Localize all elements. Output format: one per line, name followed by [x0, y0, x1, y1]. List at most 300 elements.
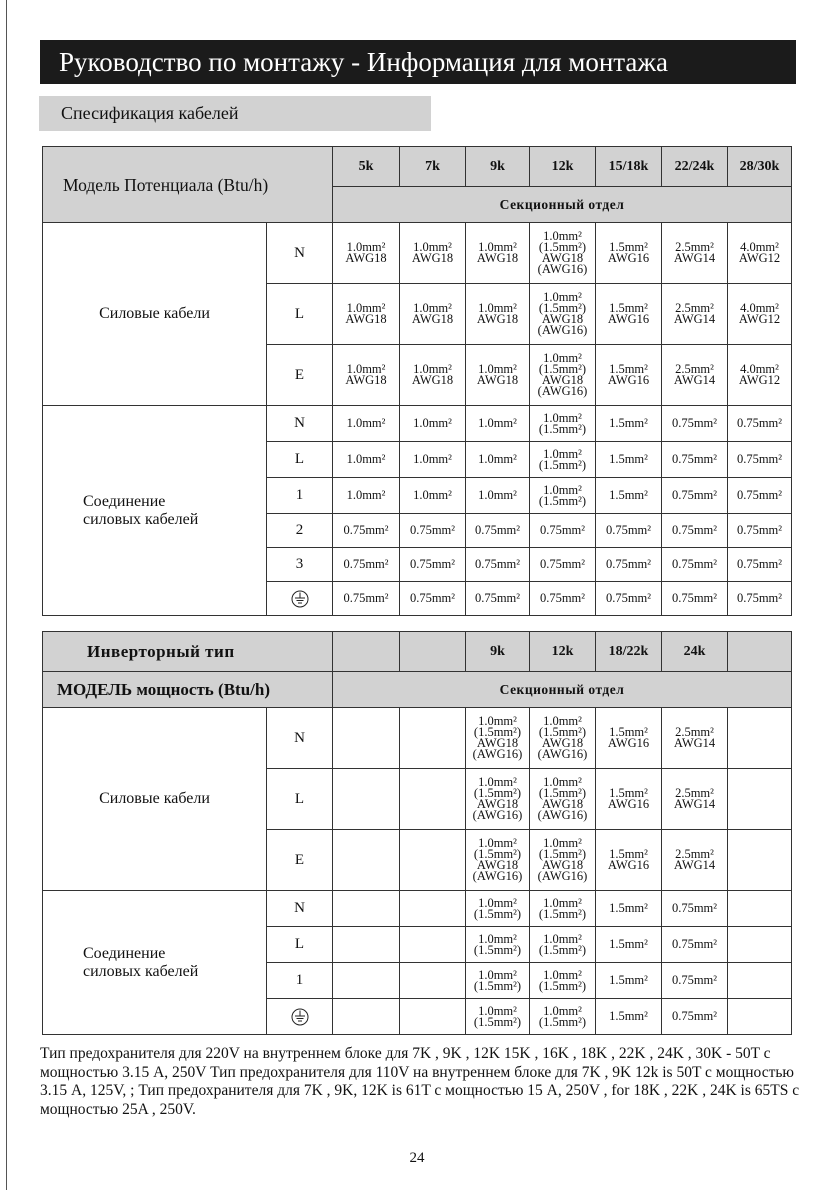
cable-spec-value: (AWG16): [537, 808, 588, 822]
cable-spec-value: 1.0mm²: [543, 931, 582, 946]
cable-spec-cell: [466, 891, 530, 927]
model-col-header: [400, 632, 466, 672]
cable-spec-value: 1.0mm²: [543, 775, 582, 789]
cable-spec-cell: [596, 891, 662, 927]
cable-spec-value: 1.5mm²: [609, 973, 648, 987]
cable-spec-value: 0.75mm²: [539, 523, 586, 537]
model-header-cell: [43, 147, 333, 223]
cable-spec-value: 1.0mm²: [543, 229, 582, 243]
cable-spec-value: AWG18: [411, 251, 454, 265]
group-label: силовых кабелей: [83, 962, 199, 980]
wire-label: L: [267, 769, 333, 830]
cable-spec-cell: [333, 478, 400, 514]
cable-spec-value: AWG18: [411, 312, 454, 326]
cable-spec-value: (1.5mm²): [538, 240, 587, 254]
cable-spec-value: (AWG16): [537, 262, 588, 276]
cable-spec-cell: [662, 582, 728, 616]
cable-spec-cell: [400, 478, 466, 514]
cable-spec-cell: [596, 442, 662, 478]
cable-spec-value: (AWG16): [472, 808, 523, 822]
cable-spec-value: 0.75mm²: [539, 591, 586, 605]
cable-spec-value: 2.5mm²: [675, 240, 714, 254]
cable-spec-value: (1.5mm²): [473, 786, 522, 800]
cable-spec-value: AWG16: [607, 251, 650, 265]
model-power-rest: мощность (Btu/h): [132, 680, 270, 699]
cable-spec-value: 0.75mm²: [736, 488, 783, 502]
cable-spec-value: 4.0mm²: [740, 301, 779, 315]
cable-spec-value: 0.75mm²: [736, 523, 783, 537]
cable-spec-value: AWG14: [673, 251, 716, 265]
cable-spec-value: AWG18: [476, 858, 519, 872]
cable-spec-value: 0.75mm²: [671, 901, 718, 915]
inverter-type-label: Инверторный тип: [87, 642, 235, 661]
cable-spec-cell: [728, 769, 792, 830]
cable-spec-value: (1.5mm²): [538, 301, 587, 315]
cable-spec-cell: [728, 442, 792, 478]
cable-spec-value: (1.5mm²): [473, 847, 522, 861]
page-number: 24: [409, 1150, 425, 1166]
cable-spec-value: 4.0mm²: [740, 362, 779, 376]
cable-spec-cell: [466, 963, 530, 999]
cable-spec-cell: [530, 582, 596, 616]
cable-spec-cell: [596, 769, 662, 830]
cable-spec-value: AWG14: [673, 858, 716, 872]
cable-spec-cell: [530, 999, 596, 1035]
cable-spec-value: 0.75mm²: [605, 591, 652, 605]
cable-spec-value: (AWG16): [472, 869, 523, 883]
cable-spec-value: 1.0mm²: [478, 967, 517, 982]
cable-spec-cell: [596, 999, 662, 1035]
cable-spec-value: 2.5mm²: [675, 301, 714, 315]
cable-spec-value: 1.0mm²: [413, 416, 452, 430]
cable-spec-value: 1.5mm²: [609, 362, 648, 376]
cable-spec-cell: [728, 927, 792, 963]
cable-spec-cell: [662, 478, 728, 514]
wire-label: E: [267, 830, 333, 891]
cable-spec-value: 1.0mm²: [346, 301, 386, 315]
cable-spec-cell: [530, 406, 596, 442]
cable-spec-cell: [466, 927, 530, 963]
cable-spec-cell: [530, 478, 596, 514]
model-col-header: 9k: [466, 147, 530, 187]
cable-spec-value: 1.0mm²: [346, 362, 386, 376]
cable-spec-value: 1.0mm²: [543, 446, 582, 461]
cable-spec-value: (1.5mm²): [473, 978, 522, 993]
cable-spec-cell: [662, 406, 728, 442]
cable-spec-cell: [530, 223, 596, 284]
cable-spec-cell: [400, 999, 466, 1035]
cable-spec-cell: [596, 548, 662, 582]
cable-spec-cell: [662, 548, 728, 582]
ground-icon: [267, 582, 333, 616]
cable-spec-cell: [466, 284, 530, 345]
cable-spec-value: 0.75mm²: [671, 973, 718, 987]
cable-spec-cell: [400, 708, 466, 769]
cable-spec-cell: [333, 999, 400, 1035]
cable-spec-cell: [400, 927, 466, 963]
cable-spec-cell: [333, 830, 400, 891]
cable-spec-value: 1.5mm²: [609, 725, 648, 739]
cable-spec-value: 0.75mm²: [671, 488, 718, 502]
cable-spec-cell: [728, 223, 792, 284]
cable-spec-value: AWG18: [541, 251, 584, 265]
cable-spec-cell: [728, 891, 792, 927]
cable-spec-value: 1.5mm²: [609, 452, 648, 466]
group-label-cell: [43, 891, 267, 1035]
cable-spec-cell: [400, 406, 466, 442]
model-col-header: 7k: [400, 147, 466, 187]
cable-spec-value: (1.5mm²): [538, 847, 587, 861]
cable-spec-cell: [662, 891, 728, 927]
cable-spec-cell: [333, 927, 400, 963]
cable-spec-value: 1.0mm²: [346, 416, 386, 430]
cable-spec-value: 1.0mm²: [543, 351, 582, 365]
cable-spec-value: 0.75mm²: [343, 523, 389, 537]
wire-label: N: [267, 223, 333, 284]
cable-spec-cell: [466, 478, 530, 514]
cable-spec-value: (AWG16): [537, 384, 588, 398]
cable-spec-value: AWG18: [411, 373, 454, 387]
cable-spec-cell: [596, 927, 662, 963]
model-col-header: 12k: [530, 147, 596, 187]
cable-spec-value: AWG12: [738, 251, 781, 265]
cable-spec-value: 0.75mm²: [409, 557, 456, 571]
cable-spec-value: AWG14: [673, 797, 716, 811]
cable-spec-cell: [466, 514, 530, 548]
cable-spec-value: 1.0mm²: [413, 362, 452, 376]
cable-spec-value: (1.5mm²): [538, 786, 587, 800]
cable-spec-value: (1.5mm²): [473, 725, 522, 739]
cable-spec-cell: [662, 708, 728, 769]
cable-spec-value: 1.0mm²: [413, 488, 452, 502]
cable-spec-cell: [466, 708, 530, 769]
cable-spec-cell: [466, 223, 530, 284]
fuse-footnote: Тип предохранителя для 220V на внутреннем блоке для 7K , 9K , 12K 15K , 16K , 18K , 22K , 24K , 30K - 50T с мощностью 3.15 A, 250V Тип предохранителя для 110V на внутреннем блоке для 7K , 9K 12k is 50T с мощностью 3.15 A, 125V, ; Тип предохранителя для 7K , 9K, 12K is 61T с мощностью 15 A, 250V , for 18K , 22K , 24K is 65TS с мощностью 25A , 250V.: [40, 1045, 800, 1118]
cable-spec-cell: [400, 442, 466, 478]
cable-spec-cell: [530, 927, 596, 963]
cable-spec-value: 2.5mm²: [675, 847, 714, 861]
cable-spec-value: AWG18: [541, 312, 584, 326]
cable-spec-value: 4.0mm²: [740, 240, 779, 254]
cable-spec-value: 1.0mm²: [543, 895, 582, 910]
cable-spec-cell: [596, 708, 662, 769]
cable-spec-cell: [662, 442, 728, 478]
model-col-header: 22/24k: [662, 147, 728, 187]
cable-spec-cell: [333, 442, 400, 478]
cable-spec-value: 0.75mm²: [671, 937, 718, 951]
cable-spec-cell: [530, 769, 596, 830]
wire-label: 1: [267, 963, 333, 999]
model-col-header: 24k: [662, 632, 728, 672]
cable-spec-cell: [466, 769, 530, 830]
cable-spec-cell: [333, 708, 400, 769]
table-row: [43, 223, 792, 284]
cable-spec-value: 1.0mm²: [478, 416, 517, 430]
cable-spec-value: (1.5mm²): [538, 725, 587, 739]
cable-spec-value: 1.0mm²: [478, 362, 517, 376]
cable-spec-value: AWG18: [541, 797, 584, 811]
cable-spec-cell: [466, 830, 530, 891]
section-title: Спесификация кабелей: [39, 96, 431, 131]
table-row: [43, 406, 792, 442]
cable-spec-value: 1.5mm²: [609, 240, 648, 254]
cable-spec-cell: [596, 406, 662, 442]
cable-spec-value: AWG18: [476, 797, 519, 811]
cable-spec-value: 1.0mm²: [478, 895, 517, 910]
cable-spec-cell: [530, 284, 596, 345]
cable-spec-cell: [596, 963, 662, 999]
cable-spec-value: 1.0mm²: [543, 1003, 582, 1018]
cable-spec-value: 2.5mm²: [675, 786, 714, 800]
cable-spec-value: 0.75mm²: [671, 557, 718, 571]
cable-spec-table-2: [42, 631, 792, 1035]
cable-spec-cell: [662, 223, 728, 284]
cable-spec-value: AWG16: [607, 373, 650, 387]
cable-spec-cell: [333, 345, 400, 406]
cable-spec-value: 1.0mm²: [478, 714, 517, 728]
cable-spec-value: (1.5mm²): [538, 942, 587, 957]
cable-spec-cell: [530, 514, 596, 548]
model-col-header: 12k: [530, 632, 596, 672]
cable-spec-value: 0.75mm²: [605, 557, 652, 571]
cable-spec-value: (1.5mm²): [538, 421, 587, 436]
cable-spec-value: AWG18: [541, 736, 584, 750]
cable-spec-value: AWG16: [607, 312, 650, 326]
cable-spec-value: AWG18: [541, 373, 584, 387]
cable-spec-value: 0.75mm²: [671, 416, 718, 430]
cable-spec-cell: [728, 478, 792, 514]
group-label: Соединение: [83, 492, 166, 510]
cable-spec-value: 0.75mm²: [409, 523, 456, 537]
cable-spec-cell: [728, 999, 792, 1035]
cable-spec-cell: [466, 999, 530, 1035]
cable-spec-value: (1.5mm²): [538, 493, 587, 508]
model-col-header: 5k: [333, 147, 400, 187]
cable-spec-cell: [728, 708, 792, 769]
cable-spec-cell: [400, 963, 466, 999]
cable-spec-cell: [728, 548, 792, 582]
cable-spec-value: 1.0mm²: [413, 301, 452, 315]
cable-spec-value: 0.75mm²: [671, 1009, 718, 1023]
cable-spec-cell: [530, 963, 596, 999]
cable-spec-value: 1.0mm²: [478, 836, 517, 850]
cable-spec-value: (1.5mm²): [538, 457, 587, 472]
cable-spec-value: AWG18: [476, 251, 519, 265]
wire-label: 2: [267, 514, 333, 548]
cable-spec-cell: [662, 963, 728, 999]
cable-spec-value: 1.5mm²: [609, 301, 648, 315]
cable-spec-cell: [596, 223, 662, 284]
wire-label: E: [267, 345, 333, 406]
cable-spec-value: 0.75mm²: [343, 591, 389, 605]
cable-spec-value: 1.5mm²: [609, 1009, 648, 1023]
cable-spec-value: 1.0mm²: [543, 482, 582, 497]
cable-spec-value: AWG12: [738, 312, 781, 326]
cable-spec-value: 1.0mm²: [543, 290, 582, 304]
cable-spec-value: AWG18: [476, 373, 519, 387]
cable-spec-value: 0.75mm²: [605, 523, 652, 537]
cable-spec-cell: [530, 708, 596, 769]
model-col-header: 28/30k: [728, 147, 792, 187]
cable-spec-value: 1.0mm²: [478, 775, 517, 789]
cable-spec-value: 0.75mm²: [343, 557, 389, 571]
wire-label: L: [267, 927, 333, 963]
cable-spec-value: 1.5mm²: [609, 901, 648, 915]
cable-spec-value: 0.75mm²: [539, 557, 586, 571]
cable-spec-value: 0.75mm²: [671, 591, 718, 605]
cable-spec-value: 0.75mm²: [474, 523, 521, 537]
cable-spec-cell: [530, 891, 596, 927]
cable-spec-value: AWG18: [541, 858, 584, 872]
table-row: [43, 708, 792, 769]
cable-spec-value: 1.5mm²: [609, 937, 648, 951]
cable-spec-value: AWG18: [345, 373, 387, 387]
model-power-bold: МОДЕЛЬ: [57, 680, 133, 699]
cable-spec-cell: [466, 345, 530, 406]
model-col-header: [728, 632, 792, 672]
cable-spec-value: 1.0mm²: [478, 1003, 517, 1018]
cable-spec-cell: [596, 284, 662, 345]
cable-spec-cell: [333, 548, 400, 582]
cable-spec-cell: [596, 345, 662, 406]
cable-spec-cell: [333, 582, 400, 616]
cable-spec-value: 0.75mm²: [474, 591, 521, 605]
cable-spec-cell: [728, 582, 792, 616]
cable-spec-cell: [728, 514, 792, 548]
cable-spec-value: (AWG16): [537, 323, 588, 337]
cable-spec-value: (AWG16): [537, 869, 588, 883]
cable-spec-cell: [662, 999, 728, 1035]
cable-spec-value: 0.75mm²: [409, 591, 456, 605]
cable-spec-cell: [466, 548, 530, 582]
cable-spec-cell: [662, 514, 728, 548]
ground-icon: [267, 999, 333, 1035]
cable-spec-value: AWG12: [738, 373, 781, 387]
model-power-header: [43, 672, 333, 708]
model-col-header: 18/22k: [596, 632, 662, 672]
cable-spec-cell: [333, 406, 400, 442]
cable-spec-value: 1.5mm²: [609, 488, 648, 502]
cable-spec-cell: [728, 963, 792, 999]
inverter-type-header: [43, 632, 333, 672]
cable-spec-value: 1.0mm²: [543, 967, 582, 982]
cable-spec-value: AWG18: [345, 312, 387, 326]
cable-spec-value: 1.5mm²: [609, 847, 648, 861]
cable-spec-cell: [333, 963, 400, 999]
cable-spec-value: 1.0mm²: [478, 301, 517, 315]
cable-spec-cell: [400, 223, 466, 284]
group-label: силовых кабелей: [83, 510, 199, 528]
cable-spec-value: (AWG16): [472, 747, 523, 761]
cable-spec-cell: [333, 223, 400, 284]
group-label: Соединение: [83, 944, 166, 962]
cable-spec-table-1: [42, 146, 792, 616]
cable-spec-value: AWG14: [673, 312, 716, 326]
cable-spec-cell: [596, 514, 662, 548]
cable-spec-value: 0.75mm²: [736, 452, 783, 466]
cable-spec-value: AWG16: [607, 858, 650, 872]
model-col-header: 15/18k: [596, 147, 662, 187]
cable-spec-value: 1.5mm²: [609, 786, 648, 800]
cable-spec-cell: [400, 830, 466, 891]
cable-spec-cell: [662, 284, 728, 345]
cable-spec-value: 1.0mm²: [543, 836, 582, 850]
cable-spec-value: AWG14: [673, 373, 716, 387]
cable-spec-value: 2.5mm²: [675, 725, 714, 739]
cable-spec-cell: [400, 514, 466, 548]
cable-spec-cell: [728, 284, 792, 345]
cable-spec-value: 1.0mm²: [543, 410, 582, 425]
cable-spec-value: AWG18: [476, 736, 519, 750]
group-label: Силовые кабели: [99, 305, 210, 322]
cable-spec-cell: [400, 891, 466, 927]
cable-spec-cell: [466, 582, 530, 616]
left-border-line: [6, 0, 7, 1190]
cable-spec-cell: [596, 478, 662, 514]
cable-spec-cell: [530, 548, 596, 582]
cable-spec-value: AWG14: [673, 736, 716, 750]
cable-spec-cell: [333, 284, 400, 345]
cable-spec-cell: [596, 582, 662, 616]
cable-spec-value: AWG18: [476, 312, 519, 326]
cable-spec-cell: [728, 345, 792, 406]
cable-spec-value: (1.5mm²): [473, 1014, 522, 1029]
model-col-header: [333, 632, 400, 672]
cable-spec-value: 1.5mm²: [609, 416, 648, 430]
cable-spec-value: (1.5mm²): [538, 906, 587, 921]
cable-spec-cell: [662, 769, 728, 830]
wire-label: 3: [267, 548, 333, 582]
cable-spec-value: (AWG16): [537, 747, 588, 761]
cable-spec-value: 1.0mm²: [478, 488, 517, 502]
cable-spec-cell: [728, 406, 792, 442]
cable-spec-cell: [530, 442, 596, 478]
cable-spec-cell: [728, 830, 792, 891]
cable-spec-value: AWG16: [607, 736, 650, 750]
model-col-header: 9k: [466, 632, 530, 672]
table-row: [43, 891, 792, 927]
wire-label: L: [267, 442, 333, 478]
cable-spec-cell: [333, 769, 400, 830]
cable-spec-value: 1.0mm²: [478, 452, 517, 466]
cable-spec-value: 1.0mm²: [478, 240, 517, 254]
cable-spec-value: 0.75mm²: [474, 557, 521, 571]
cable-spec-cell: [596, 830, 662, 891]
cable-spec-value: 0.75mm²: [736, 591, 783, 605]
cable-spec-value: AWG16: [607, 797, 650, 811]
cable-spec-value: 1.0mm²: [543, 714, 582, 728]
cable-spec-value: (1.5mm²): [538, 1014, 587, 1029]
cable-spec-value: 0.75mm²: [671, 452, 718, 466]
cable-spec-cell: [530, 830, 596, 891]
cable-spec-value: (1.5mm²): [538, 978, 587, 993]
wire-label: N: [267, 406, 333, 442]
cable-spec-value: 1.0mm²: [346, 488, 386, 502]
cable-spec-value: 1.0mm²: [346, 240, 386, 254]
cable-spec-value: (1.5mm²): [473, 942, 522, 957]
wire-label: N: [267, 708, 333, 769]
wire-label: N: [267, 891, 333, 927]
cable-spec-cell: [662, 830, 728, 891]
group-label-cell: [43, 223, 267, 406]
cable-spec-value: 1.0mm²: [413, 452, 452, 466]
cable-spec-cell: [400, 345, 466, 406]
cable-spec-value: 0.75mm²: [736, 557, 783, 571]
cable-spec-value: 0.75mm²: [671, 523, 718, 537]
group-label: Силовые кабели: [99, 790, 210, 807]
cable-spec-cell: [400, 548, 466, 582]
group-label-cell: [43, 708, 267, 891]
